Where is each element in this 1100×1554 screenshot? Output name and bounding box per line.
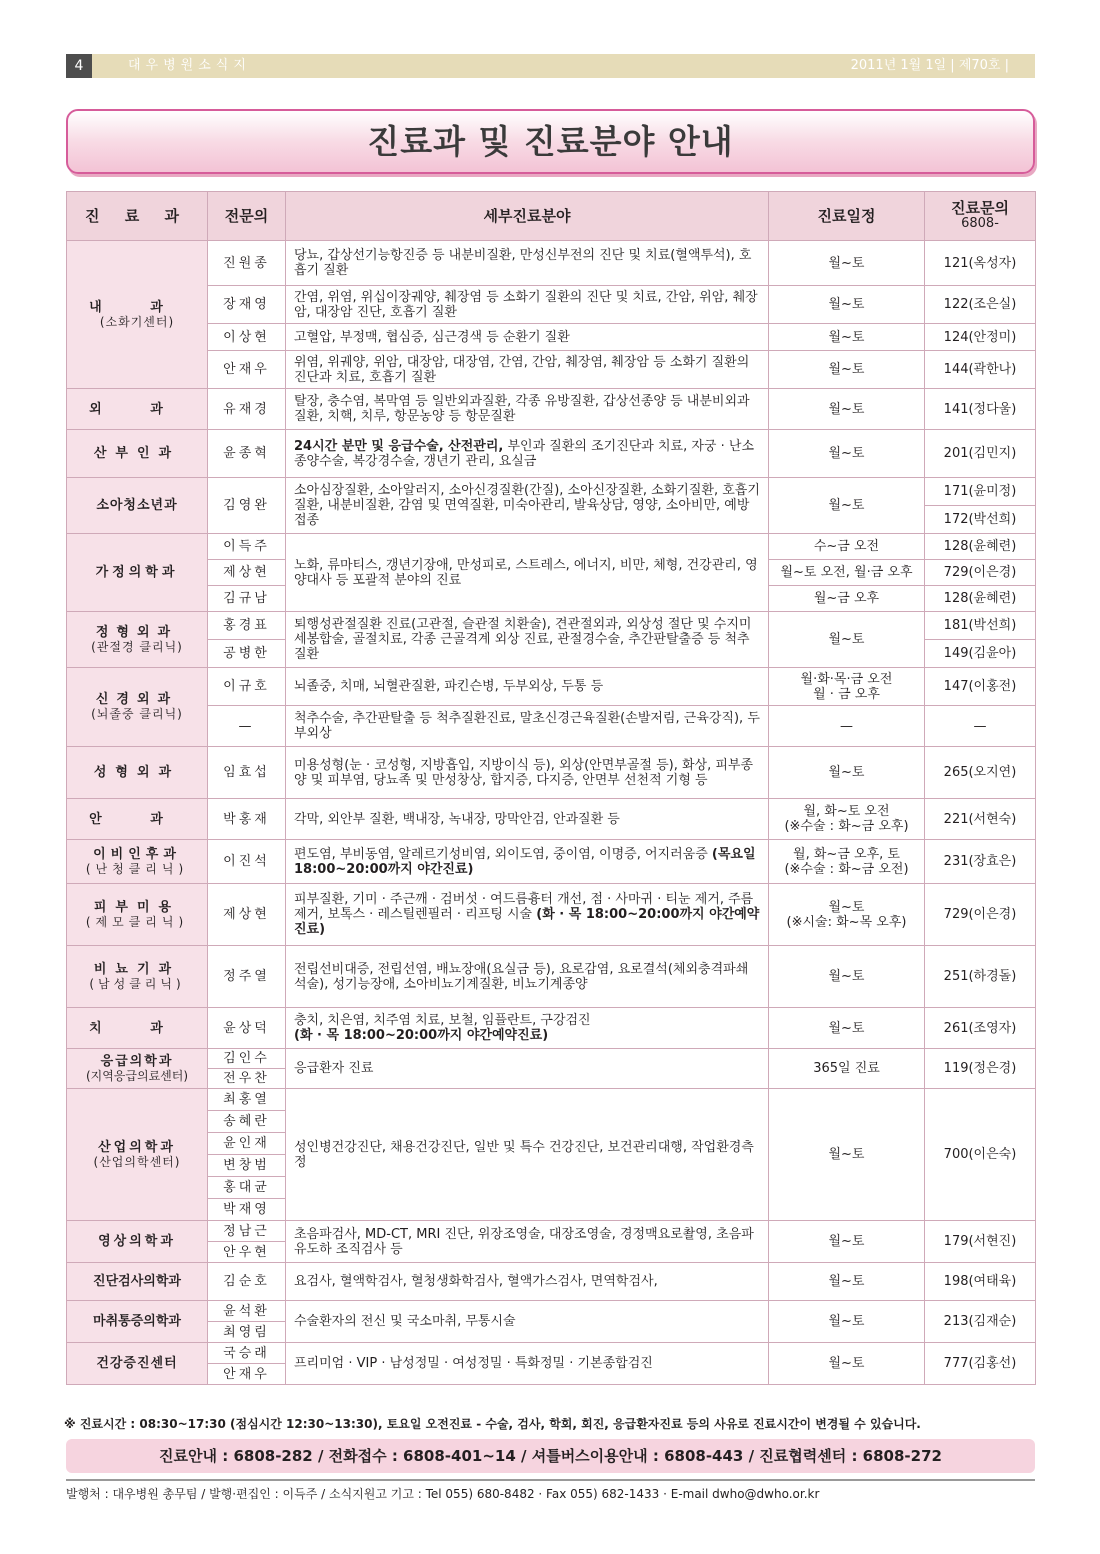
doctor-name: 김인수 bbox=[208, 1049, 286, 1069]
contact-text: 251(하경돌) bbox=[925, 946, 1036, 1008]
header-bar bbox=[66, 54, 1035, 78]
contact-text: 147(이홍전) bbox=[925, 668, 1036, 706]
area-text: 퇴행성관절질환 진료(고관절, 슬관절 치환술), 견관절외과, 외상성 절단 및 수지미세봉합술, 골절치료, 각종 근골격계 외상 진료, 관절경수술, 추간판탈출증 등 척추질환 bbox=[286, 612, 769, 668]
dept-name: 이비인후과 bbox=[93, 846, 181, 862]
header-doctor: 전문의 bbox=[208, 192, 286, 241]
magazine-name: 대우병원소식지 bbox=[128, 58, 251, 73]
dept-pediatrics: 소아청소년과 bbox=[67, 478, 208, 534]
doctor-name: 진원종 bbox=[208, 241, 286, 286]
contact-text: 213(김재순) bbox=[925, 1301, 1036, 1343]
schedule-text: 월~토 bbox=[769, 946, 925, 1008]
schedule-text: 월~토 bbox=[769, 478, 925, 534]
schedule-line-2: 월 · 금 오후 bbox=[813, 686, 880, 702]
dept-sub: (소화기센터) bbox=[99, 314, 175, 329]
schedule-line-1: 월, 화~토 오전 bbox=[803, 804, 890, 819]
publisher-info: 발행처 : 대우병원 총무팀 / 발행·편집인 : 이득주 / 소식지원고 기고 : Tel 055) 680-8482 · Fax 055) 682-1433 · E-mail dwho@dwho.or.kr bbox=[66, 1487, 820, 1501]
area-text: 탈장, 충수염, 복막염 등 일반외과질환, 각종 유방질환, 갑상선종양 등 내분비외과질환, 치핵, 치루, 항문농양 등 항문질환 bbox=[286, 389, 769, 430]
issue-date: 2011년 1월 1일 | 제70호 | bbox=[850, 58, 1009, 73]
page-title: 진료과 및 진료분야 안내 bbox=[367, 122, 734, 161]
doctor-name: 홍경표 bbox=[208, 612, 286, 640]
dept-dermatology bbox=[67, 884, 208, 946]
dept-neurosurgery bbox=[67, 668, 208, 747]
title-box bbox=[66, 109, 1035, 174]
table-header-row bbox=[67, 192, 1036, 241]
doctor-name: 임효섭 bbox=[208, 747, 286, 799]
contact-text: 119(정은경) bbox=[925, 1049, 1036, 1089]
contact-text: — bbox=[925, 706, 1036, 747]
schedule-text: 월~토 bbox=[769, 1221, 925, 1263]
dept-ent bbox=[67, 840, 208, 884]
doctor-name: 박재영 bbox=[208, 1199, 286, 1221]
doctor-name: 제상현 bbox=[208, 560, 286, 586]
doctor-name: 이규호 bbox=[208, 668, 286, 706]
schedule-text: 월~토 오전, 월·금 오후 bbox=[769, 560, 925, 586]
dept-sub: (제모클리닉) bbox=[85, 914, 189, 929]
header-schedule: 진료일정 bbox=[769, 192, 925, 241]
table-row bbox=[67, 706, 1036, 747]
area-text: 소아심장질환, 소아알러지, 소아신경질환(간질), 소아신장질환, 소화기질환, 호흡기질환, 내분비질환, 감염 및 면역질환, 미숙아관리, 발육상담, 영양, 소아비만, 예방접종 bbox=[286, 478, 769, 534]
dept-sub: (산업의학센터) bbox=[93, 1154, 181, 1169]
area-text: 응급환자 진료 bbox=[286, 1049, 769, 1089]
contact-text: 141(정다울) bbox=[925, 389, 1036, 430]
schedule-text bbox=[769, 668, 925, 706]
table-row bbox=[67, 478, 1036, 506]
schedule-text: 월~금 오후 bbox=[769, 586, 925, 612]
area-bold: (화 · 목 18:00~20:00까지 야간예약진료) bbox=[294, 1028, 549, 1043]
area-bold: (목요일 18:00~20:00까지 야간진료) bbox=[294, 846, 756, 877]
dept-ophthalmology: 안 과 bbox=[67, 799, 208, 840]
doctor-name: 정주열 bbox=[208, 946, 286, 1008]
table-row bbox=[67, 799, 1036, 840]
doctor-name: 윤상덕 bbox=[208, 1008, 286, 1049]
table-row bbox=[67, 1049, 1036, 1069]
table-row bbox=[67, 1301, 1036, 1322]
dept-health-promotion: 건강증진센터 bbox=[67, 1343, 208, 1385]
doctor-name: 공병한 bbox=[208, 640, 286, 668]
dept-family-medicine: 가정의학과 bbox=[67, 534, 208, 612]
table-row bbox=[67, 1008, 1036, 1049]
dept-name: 신경외과 bbox=[95, 692, 179, 707]
contact-text: 265(오지연) bbox=[925, 747, 1036, 799]
area-bold: 24시간 분만 및 응급수술, 산전관리, bbox=[294, 438, 504, 454]
contact-text: 181(박선희) bbox=[925, 612, 1036, 640]
table-row bbox=[67, 747, 1036, 799]
schedule-text: 월~토 bbox=[769, 1301, 925, 1343]
dept-obgy: 산부인과 bbox=[67, 430, 208, 478]
dept-sub: (남성클리닉) bbox=[89, 976, 185, 991]
dept-name: 응급의학과 bbox=[100, 1053, 174, 1069]
doctor-name: 유재경 bbox=[208, 389, 286, 430]
dept-general-surgery bbox=[67, 389, 208, 430]
schedule-text: 월~토 bbox=[769, 612, 925, 668]
area-text bbox=[286, 430, 769, 478]
schedule-text: 365일 진료 bbox=[769, 1049, 925, 1089]
contact-text: 179(서현진) bbox=[925, 1221, 1036, 1263]
contact-text: 261(조영자) bbox=[925, 1008, 1036, 1049]
schedule-line-1: 월, 화~금 오후, 토 bbox=[793, 846, 900, 862]
schedule-line-2: (※시술: 화~목 오후) bbox=[786, 914, 907, 930]
dept-emergency bbox=[67, 1049, 208, 1089]
header-contact-label: 진료문의 bbox=[951, 199, 1009, 217]
contact-text: 128(윤혜련) bbox=[925, 534, 1036, 560]
dept-occupational bbox=[67, 1089, 208, 1221]
doctor-name: 안재우 bbox=[208, 351, 286, 389]
dept-anesthesiology: 마취통증의학과 bbox=[67, 1301, 208, 1343]
table-row bbox=[67, 884, 1036, 946]
schedule-text: 월~토 bbox=[769, 747, 925, 799]
doctor-name: 안우현 bbox=[208, 1242, 286, 1263]
area-text: 각막, 외안부 질환, 백내장, 녹내장, 망막안검, 안과질환 등 bbox=[286, 799, 769, 840]
doctor-name: 김영완 bbox=[208, 478, 286, 534]
dept-name: 비뇨기과 bbox=[93, 961, 181, 977]
doctor-name: 김순호 bbox=[208, 1263, 286, 1301]
dept-name: 정형외과 bbox=[95, 624, 179, 640]
contact-text: 201(김민지) bbox=[925, 430, 1036, 478]
table-row bbox=[67, 946, 1036, 1008]
area-text: 성인병건강진단, 채용건강진단, 일반 및 특수 건강진단, 보건관리대행, 작업환경측정 bbox=[286, 1089, 769, 1221]
page-number: 4 bbox=[66, 54, 92, 78]
dept-internal-medicine bbox=[67, 241, 208, 389]
doctor-name: 정남근 bbox=[208, 1221, 286, 1242]
doctor-name: 송혜란 bbox=[208, 1111, 286, 1133]
area-rest: 충치, 치은염, 치주염 치료, 보철, 임플란트, 구강검진 bbox=[294, 1013, 591, 1028]
area-text: 위염, 위궤양, 위암, 대장암, 대장염, 간염, 간암, 췌장염, 췌장암 등 소화기 질환의 진단과 치료, 호흡기 질환 bbox=[286, 351, 769, 389]
table-row bbox=[67, 1263, 1036, 1301]
schedule-text bbox=[769, 884, 925, 946]
contact-bar: 진료안내 : 6808-282 / 전화접수 : 6808-401~14 / 셔틀버스이용안내 : 6808-443 / 진료협력센터 : 6808-272 bbox=[66, 1439, 1035, 1473]
doctor-name: 윤석환 bbox=[208, 1301, 286, 1322]
contact-text: 729(이은경) bbox=[925, 560, 1036, 586]
doctor-name: 전우찬 bbox=[208, 1069, 286, 1089]
doctor-name: 안재우 bbox=[208, 1364, 286, 1385]
doctor-name: 김규남 bbox=[208, 586, 286, 612]
doctor-name: 이상현 bbox=[208, 324, 286, 351]
area-text: 미용성형(눈 · 코성형, 지방흡입, 지방이식 등), 외상(안면부골절 등), 화상, 피부종양 및 피부염, 당뇨족 및 만성창상, 합지증, 다지증, 안면부 선천적 기형 등 bbox=[286, 747, 769, 799]
contact-text: 149(김윤아) bbox=[925, 640, 1036, 668]
dept-sub: (뇌졸중 클리닉) bbox=[91, 707, 183, 721]
schedule-text bbox=[769, 799, 925, 840]
footer-divider bbox=[66, 1479, 1035, 1481]
area-text: 당뇨, 갑상선기능항진증 등 내분비질환, 만성신부전의 진단 및 치료(혈액투석), 호흡기 질환 bbox=[286, 241, 769, 286]
contact-text: 729(이은경) bbox=[925, 884, 1036, 946]
doctor-name: 홍대균 bbox=[208, 1177, 286, 1199]
dept-name: 외 과 bbox=[89, 401, 185, 417]
schedule-text: 월~토 bbox=[769, 1008, 925, 1049]
table-row bbox=[67, 1089, 1036, 1111]
department-table bbox=[66, 191, 1036, 1385]
dept-urology bbox=[67, 946, 208, 1008]
schedule-text: 월~토 bbox=[769, 1089, 925, 1221]
dept-name: 피부미용 bbox=[93, 899, 181, 915]
doctor-name: 이진석 bbox=[208, 840, 286, 884]
dept-sub: (지역응급의료센터) bbox=[85, 1068, 189, 1083]
table-row bbox=[67, 1343, 1036, 1364]
area-text: 전립선비대증, 전립선염, 배뇨장애(요실금 등), 요로감염, 요로결석(체외충격파쇄석술), 성기능장애, 소아비뇨기계질환, 비뇨기계종양 bbox=[286, 946, 769, 1008]
schedule-text: 월~토 bbox=[769, 1343, 925, 1385]
table-row bbox=[67, 1221, 1036, 1242]
doctor-name: 제상현 bbox=[208, 884, 286, 946]
schedule-line-1: 월~토 bbox=[828, 899, 865, 915]
schedule-line-2: (※수술 : 화~금 오후) bbox=[784, 819, 909, 834]
area-text: 프리미엄 · VIP · 남성정밀 · 여성정밀 · 특화정밀 · 기본종합검진 bbox=[286, 1343, 769, 1385]
dept-orthopedics bbox=[67, 612, 208, 668]
contact-text: 198(여태육) bbox=[925, 1263, 1036, 1301]
area-text: 수술환자의 전신 및 국소마취, 무통시술 bbox=[286, 1301, 769, 1343]
contact-text: 144(곽한나) bbox=[925, 351, 1036, 389]
dept-sub: (관절경 클리닉) bbox=[91, 639, 183, 654]
contact-text: 122(조은실) bbox=[925, 286, 1036, 324]
doctor-name: 국승래 bbox=[208, 1343, 286, 1364]
schedule-text: 월~토 bbox=[769, 241, 925, 286]
schedule-text: 월~토 bbox=[769, 430, 925, 478]
area-rest: 피부질환, 기미 · 주근깨 · 검버섯 · 여드름흉터 개선, 점 · 사마귀 · 티눈 제거, 주름 제거, 보톡스 · 레스틸렌필러 · 리프팅 시술 bbox=[294, 892, 754, 922]
area-text: 고혈압, 부정맥, 협심증, 심근경색 등 순환기 질환 bbox=[286, 324, 769, 351]
doctor-name: 장재영 bbox=[208, 286, 286, 324]
dept-name: 산업의학과 bbox=[98, 1139, 176, 1155]
contact-text: 121(옥성자) bbox=[925, 241, 1036, 286]
table-row bbox=[67, 241, 1036, 286]
contact-text: 172(박선희) bbox=[925, 506, 1036, 534]
table-row bbox=[67, 286, 1036, 324]
table-row bbox=[67, 668, 1036, 706]
doctor-name: — bbox=[208, 706, 286, 747]
schedule-text: 월~토 bbox=[769, 1263, 925, 1301]
contact-text: 128(윤혜련) bbox=[925, 586, 1036, 612]
schedule-text: 월~토 bbox=[769, 389, 925, 430]
schedule-text: 수~금 오전 bbox=[769, 534, 925, 560]
area-bold: (화 · 목 18:00~20:00까지 야간예약진료) bbox=[294, 907, 760, 937]
header-contact bbox=[925, 192, 1036, 241]
table-row bbox=[67, 351, 1036, 389]
dept-dental: 치 과 bbox=[67, 1008, 208, 1049]
area-text: 초음파검사, MD-CT, MRI 진단, 위장조영술, 대장조영술, 경정맥요로촬영, 초음파유도하 조직검사 등 bbox=[286, 1221, 769, 1263]
area-rest: 부인과 질환의 조기진단과 치료, 자궁 · 난소종양수술, 복강경수술, 갱년기 관리, 요실금 bbox=[294, 438, 755, 469]
doctor-name: 최홍열 bbox=[208, 1089, 286, 1111]
area-text bbox=[286, 884, 769, 946]
header-contact-prefix: 6808- bbox=[961, 216, 999, 231]
table-row bbox=[67, 324, 1036, 351]
schedule-line-2: (※수술 : 화~금 오전) bbox=[784, 861, 909, 877]
table-row bbox=[67, 430, 1036, 478]
area-text: 요검사, 혈액학검사, 혈청생화학검사, 혈액가스검사, 면역학검사, bbox=[286, 1263, 769, 1301]
area-text: 노화, 류마티스, 갱년기장애, 만성피로, 스트레스, 에너지, 비만, 체형, 건강관리, 영양대사 등 포괄적 분야의 진료 bbox=[286, 534, 769, 612]
schedule-text: 월~토 bbox=[769, 286, 925, 324]
area-text bbox=[286, 1008, 769, 1049]
hours-note: ※ 진료시간 : 08:30~17:30 (점심시간 12:30~13:30), 토요일 오전진료 - 수술, 검사, 학회, 회진, 응급환자진료 등의 사유로 진료시간이 변경될 수 있습니다. bbox=[64, 1417, 921, 1431]
doctor-name: 윤인재 bbox=[208, 1133, 286, 1155]
contact-text: 231(장효은) bbox=[925, 840, 1036, 884]
area-rest: 편도염, 부비동염, 알레르기성비염, 외이도염, 중이염, 이명증, 어지러움증 bbox=[294, 846, 712, 862]
table-row bbox=[67, 840, 1036, 884]
table-row bbox=[67, 612, 1036, 640]
table-row bbox=[67, 534, 1036, 560]
dept-name: 내 과 bbox=[89, 299, 185, 315]
schedule-text: — bbox=[769, 706, 925, 747]
area-text: 뇌졸중, 치매, 뇌혈관질환, 파킨슨병, 두부외상, 두통 등 bbox=[286, 668, 769, 706]
doctor-name: 최영림 bbox=[208, 1322, 286, 1343]
dept-plastic-surgery: 성형외과 bbox=[67, 747, 208, 799]
schedule-text: 월~토 bbox=[769, 324, 925, 351]
doctor-name: 박홍재 bbox=[208, 799, 286, 840]
header-area: 세부진료분야 bbox=[286, 192, 769, 241]
header-dept: 진 료 과 bbox=[67, 192, 208, 241]
schedule-text bbox=[769, 840, 925, 884]
schedule-text: 월~토 bbox=[769, 351, 925, 389]
table-row bbox=[67, 389, 1036, 430]
schedule-line-1: 월·화·목·금 오전 bbox=[800, 671, 893, 687]
area-text bbox=[286, 840, 769, 884]
dept-radiology: 영상의학과 bbox=[67, 1221, 208, 1263]
dept-lab: 진단검사의학과 bbox=[67, 1263, 208, 1301]
contact-text: 221(서현숙) bbox=[925, 799, 1036, 840]
contact-text: 171(윤미정) bbox=[925, 478, 1036, 506]
area-text: 척추수술, 추간판탈출 등 척추질환진료, 말초신경근육질환(손발저림, 근육강직), 두부외상 bbox=[286, 706, 769, 747]
contact-text: 777(김홍선) bbox=[925, 1343, 1036, 1385]
contact-text: 124(안정미) bbox=[925, 324, 1036, 351]
doctor-name: 이득주 bbox=[208, 534, 286, 560]
dept-sub: (난청클리닉) bbox=[85, 861, 189, 876]
contact-text: 700(이은숙) bbox=[925, 1089, 1036, 1221]
area-text: 간염, 위염, 위십이장궤양, 췌장염 등 소화기 질환의 진단 및 치료, 간암, 위암, 췌장암, 대장암 진단, 호흡기 질환 bbox=[286, 286, 769, 324]
doctor-name: 변창범 bbox=[208, 1155, 286, 1177]
doctor-name: 윤종혁 bbox=[208, 430, 286, 478]
